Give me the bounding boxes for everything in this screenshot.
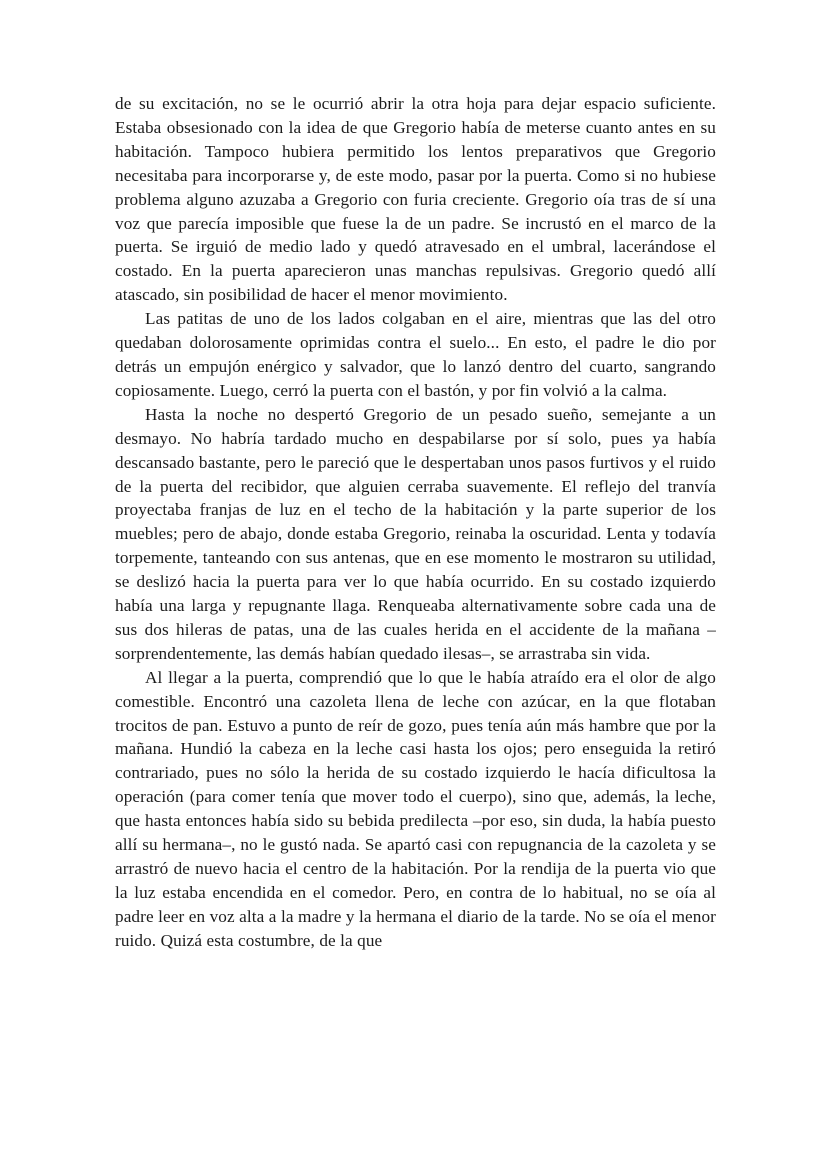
paragraph: Las patitas de uno de los lados colgaban en el aire, mientras que las del otro quedaban dolorosamente oprimidas contra el suelo... En esto, el padre le dio por detrás un empujón enérgico y salvador, que lo lanzó dentro del cuarto, sangrando copiosamente. Luego, cerró la puerta con el bastón, y por fin volvió a la calma. <box>115 309 716 400</box>
paragraph-continuation: de su excitación, no se le ocurrió abrir la otra hoja para dejar espacio suficiente. Estaba obsesionado con la idea de que Gregorio había de meterse cuanto antes en su habitación. Tampoco hubiera permitido los lentos preparativos que Gregorio necesitaba para incorporarse y, de este modo, pasar por la puerta. Como si no hubiese problema alguno azuzaba a Gregorio con furia creciente. Gregorio oía tras de sí una voz que parecía imposible que fuese la de un padre. Se incrustó en el marco de la puerta. Se irguió de medio lado y quedó atravesado en el umbral, lacerándose el costado. En la puerta aparecieron unas manchas repulsivas. Gregorio quedó allí atascado, sin posibilidad de hacer el menor movimiento. <box>115 94 716 305</box>
page-text-block <box>115 92 716 953</box>
paragraph: Hasta la noche no despertó Gregorio de un pesado sueño, semejante a un desmayo. No habría tardado mucho en despabilarse por sí solo, pues ya había descansado bastante, pero le pareció que le despertaban unos pasos furtivos y el ruido de la puerta del recibidor, que alguien cerraba suavemente. El reflejo del tranvía proyectaba franjas de luz en el techo de la habitación y la parte superior de los muebles; pero de abajo, donde estaba Gregorio, reinaba la oscuridad. Lenta y todavía torpemente, tanteando con sus antenas, que en ese momento le mostraron su utilidad, se deslizó hacia la puerta para ver lo que había ocurrido. En su costado izquierdo había una larga y repugnante llaga. Renqueaba alternativamente sobre cada una de sus dos hileras de patas, una de las cuales herida en el accidente de la mañana –sorprendentemente, las demás habían quedado ilesas–, se arrastraba sin vida. <box>115 404 716 663</box>
paragraph: Al llegar a la puerta, comprendió que lo que le había atraído era el olor de algo comestible. Encontró una cazoleta llena de leche con azúcar, en la que flotaban trocitos de pan. Estuvo a punto de reír de gozo, pues tenía aún más hambre que por la mañana. Hundió la cabeza en la leche casi hasta los ojos; pero enseguida la retiró contrariado, pues no sólo la herida de su costado izquierdo le hacía dificultosa la operación (para comer tenía que mover todo el cuerpo), sino que, además, la leche, que hasta entonces había sido su bebida predilecta –por eso, sin duda, la había puesto allí su hermana–, no le gustó nada. Se apartó casi con repugnancia de la cazoleta y se arrastró de nuevo hacia el centro de la habitación. Por la rendija de la puerta vio que la luz estaba encendida en el comedor. Pero, en contra de lo habitual, no se oía al padre leer en voz alta a la madre y la hermana el diario de la tarde. No se oía el menor ruido. Quizá esta costumbre, de la que <box>115 667 716 950</box>
